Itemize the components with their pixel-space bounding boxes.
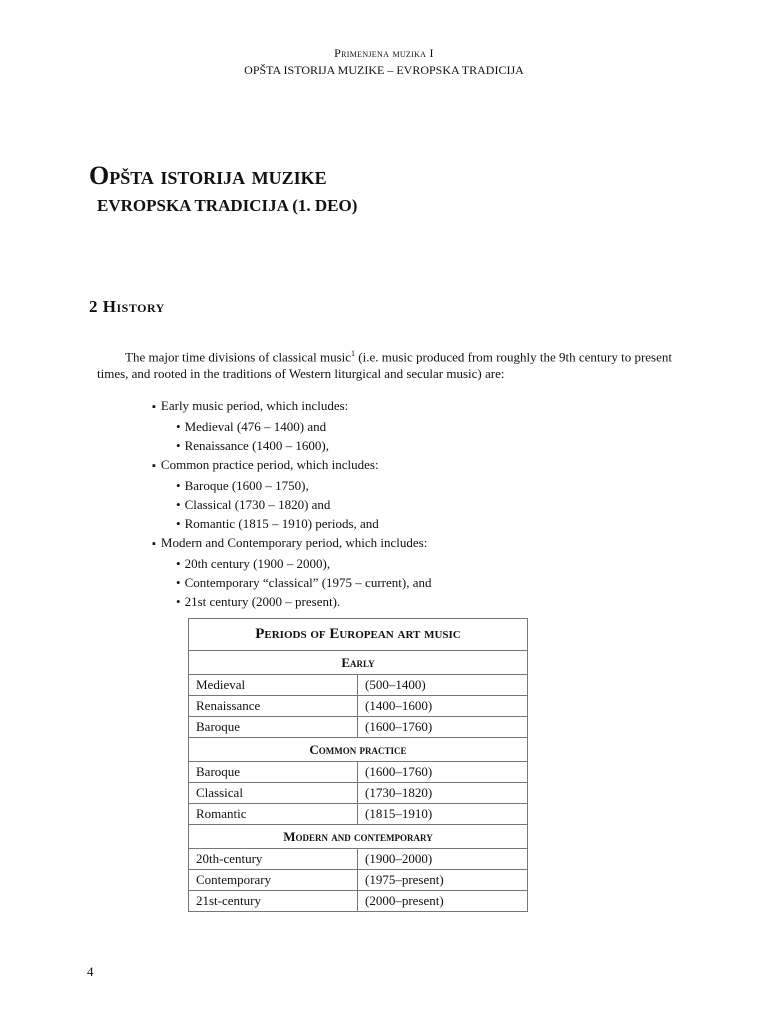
period-name-cell: Romantic bbox=[189, 804, 358, 825]
subperiod-item: • 20th century (1900 – 2000), bbox=[176, 554, 431, 573]
period-dates-cell: (2000–present) bbox=[358, 891, 528, 912]
subperiod-item: • Baroque (1600 – 1750), bbox=[176, 476, 431, 495]
intro-text: The major time divisions of classical music bbox=[125, 349, 352, 365]
table-row bbox=[189, 804, 528, 825]
table-group-header: Common practice bbox=[189, 738, 528, 762]
table-row bbox=[189, 849, 528, 870]
period-item bbox=[152, 455, 431, 533]
table-title: Periods of European art music bbox=[189, 619, 528, 651]
table-row bbox=[189, 762, 528, 783]
period-item bbox=[152, 533, 431, 611]
period-dates-cell: (1975–present) bbox=[358, 870, 528, 891]
table-group-header: Early bbox=[189, 651, 528, 675]
period-label: Common practice period, which includes: bbox=[160, 457, 379, 472]
document-subtitle: EVROPSKA TRADICIJA (1. DEO) bbox=[97, 196, 358, 215]
intro-paragraph bbox=[97, 345, 679, 382]
subperiod-item: • Romantic (1815 – 1910) periods, and bbox=[176, 514, 431, 533]
period-dates-cell: (1400–1600) bbox=[358, 696, 528, 717]
subperiod-list bbox=[152, 476, 431, 533]
page-number: 4 bbox=[87, 964, 94, 979]
subperiod-list bbox=[152, 554, 431, 611]
period-dates-cell: (500–1400) bbox=[358, 675, 528, 696]
table-row bbox=[189, 783, 528, 804]
period-dates-cell: (1900–2000) bbox=[358, 849, 528, 870]
period-dates-cell: (1815–1910) bbox=[358, 804, 528, 825]
period-name-cell: Medieval bbox=[189, 675, 358, 696]
period-name-cell: Classical bbox=[189, 783, 358, 804]
table-body bbox=[189, 651, 528, 912]
periods-table bbox=[188, 618, 528, 912]
period-name-cell: 21st-century bbox=[189, 891, 358, 912]
period-label: Early music period, which includes: bbox=[160, 398, 349, 413]
header-course: Primenjena muzika I bbox=[334, 46, 434, 60]
intro-text-cont: (i.e. music produced from roughly the 9th century to present times, and rooted in the traditions of Western liturgical and secular music) are: bbox=[97, 349, 672, 382]
section-heading: 2 History bbox=[89, 297, 165, 316]
period-name-cell: Contemporary bbox=[189, 870, 358, 891]
period-name-cell: Baroque bbox=[189, 762, 358, 783]
period-label: Modern and Contemporary period, which includes: bbox=[160, 535, 428, 550]
subperiod-item: • Renaissance (1400 – 1600), bbox=[176, 436, 431, 455]
table-row bbox=[189, 696, 528, 717]
period-name-cell: 20th-century bbox=[189, 849, 358, 870]
header-subject: OPŠTA ISTORIJA MUZIKE – EVROPSKA TRADICIJA bbox=[244, 63, 524, 77]
period-list bbox=[152, 396, 431, 611]
period-dates-cell: (1730–1820) bbox=[358, 783, 528, 804]
period-item bbox=[152, 396, 431, 455]
subperiod-item: • Contemporary “classical” (1975 – current), and bbox=[176, 573, 431, 592]
table-row bbox=[189, 870, 528, 891]
table-row bbox=[189, 891, 528, 912]
subperiod-item: • Medieval (476 – 1400) and bbox=[176, 417, 431, 436]
subperiod-list bbox=[152, 417, 431, 455]
subperiod-item: • Classical (1730 – 1820) and bbox=[176, 495, 431, 514]
period-name-cell: Baroque bbox=[189, 717, 358, 738]
period-dates-cell: (1600–1760) bbox=[358, 762, 528, 783]
table-row bbox=[189, 675, 528, 696]
table-row bbox=[189, 717, 528, 738]
table-group-header: Modern and contemporary bbox=[189, 825, 528, 849]
period-dates-cell: (1600–1760) bbox=[358, 717, 528, 738]
subperiod-item: • 21st century (2000 – present). bbox=[176, 592, 431, 611]
document-title: Opšta istorija muzike bbox=[89, 161, 327, 190]
period-name-cell: Renaissance bbox=[189, 696, 358, 717]
footnote-mark[interactable]: 1 bbox=[351, 349, 356, 358]
page-header bbox=[0, 45, 768, 79]
